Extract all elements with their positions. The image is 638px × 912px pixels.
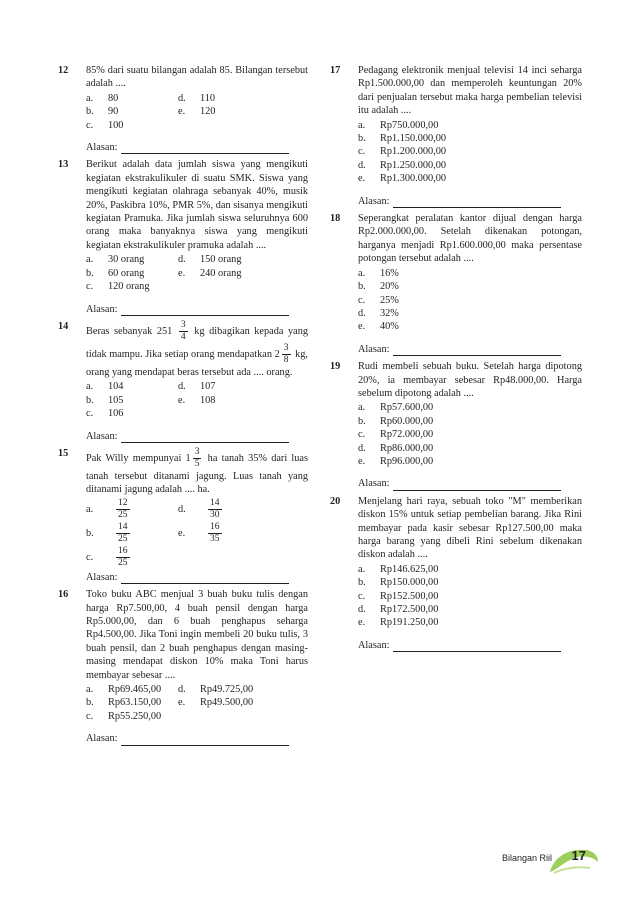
page-footer <box>470 846 600 874</box>
options <box>358 563 582 630</box>
option-e: e. Rp49.500,00 <box>178 697 254 709</box>
option-b: b. 20% <box>358 281 399 293</box>
option-e: e. 240 orang <box>178 267 242 279</box>
question-text: Pedagang elektronik menjual televisi 14 inci seharga Rp1.500.000,00 dan memperoleh keuntungan 20% dari penjualan tersebut maka harga pembelian televisi itu adalah .... <box>358 65 582 117</box>
option-a: a. Rp57.600,00 <box>358 402 434 414</box>
page-number: 17 <box>571 848 586 863</box>
chapter-title: Bilangan Riil <box>501 853 552 863</box>
option-d: d. $\frac{14}{30}$ <box>178 497 220 520</box>
options <box>358 119 582 186</box>
question-number: 20 <box>330 495 341 507</box>
question-20 <box>330 495 582 652</box>
question-text: Beras sebanyak 251 $\frac{3}{4}$ kg dibagikan kepada yang tidak mampu. Jika setiap orang mendapatkan 2 $\frac{3}{8}$ kg, orang yang mendapat beras tersebut ada .... orang. <box>86 319 309 378</box>
option-d: d. 110 <box>178 92 216 104</box>
option-e: e. Rp191.250,00 <box>358 617 439 629</box>
reason-field[interactable]: Alasan: <box>358 477 582 490</box>
option-c: c. $\frac{16}{25}$ <box>86 545 128 568</box>
option-b: b. 105 <box>86 394 124 406</box>
option-e: e. Rp96.000,00 <box>358 455 434 467</box>
mixed-number: 1 $\frac{3}{5}$ <box>185 446 200 469</box>
fraction: $\frac{3}{4}$ <box>180 319 186 342</box>
options <box>86 380 308 420</box>
option-c: c. Rp152.500,00 <box>358 590 439 602</box>
reason-field[interactable]: Alasan: <box>86 303 308 316</box>
options <box>86 498 308 569</box>
question-text: Seperangkat peralatan kantor dijual dengan harga Rp2.000.000,00. Setelah dikenakan potongan, harganya menjadi Rp1.600.000,00 maka persentase potongan tersebut adalah .... <box>358 213 582 265</box>
reason-field[interactable]: Alasan: <box>86 430 308 443</box>
option-e: e. 108 <box>178 394 216 406</box>
reason-field[interactable]: Alasan: <box>86 141 308 154</box>
question-14 <box>58 320 308 443</box>
option-c: c. Rp1.200.000,00 <box>358 146 447 158</box>
option-a: a. Rp146.625,00 <box>358 563 439 575</box>
option-d: d. Rp86.000,00 <box>358 442 434 454</box>
question-number: 12 <box>58 65 69 76</box>
question-19 <box>330 360 582 491</box>
option-c: c. Rp55.250,00 <box>86 710 162 722</box>
option-b: b. Rp63.150,00 <box>86 697 162 709</box>
right-column <box>330 64 582 656</box>
option-e: e. Rp1.300.000,00 <box>358 173 447 185</box>
option-a: a. $\frac{12}{25}$ <box>86 497 128 520</box>
question-number: 13 <box>58 159 69 171</box>
option-c: c. 25% <box>358 294 399 306</box>
option-c: c. 106 <box>86 408 124 420</box>
question-text: 85% dari suatu bilangan adalah 85. Bilangan tersebut adalah .... <box>86 65 308 90</box>
question-number: 18 <box>330 213 341 225</box>
reason-field[interactable]: Alasan: <box>86 732 308 745</box>
option-d: d. 32% <box>358 307 399 319</box>
question-text: Menjelang hari raya, sebuah toko "M" memberikan diskon 15% untuk setiap pembelian barang. Jika Rini membayar pada kasir sebesar Rp127.500,00 maka harga barang yang dibeli Rini sebelum dikenakan diskon adalah .... <box>358 495 582 561</box>
option-b: b. Rp150.000,00 <box>358 577 439 589</box>
option-b: b. Rp1.150.000,00 <box>358 133 447 145</box>
question-text: Berikut adalah data jumlah siswa yang mengikuti kegiatan ekstrakulikuler di suatu SMK. Siswa yang mengikuti kegiatan olahraga sebanyak 40%, musik 20%, Paskibra 10%, PMR 5%, dan sisanya mengikuti kegiatan Pramuka. Jika jumlah siswa seluruhnya 600 orang maka banyaknya siswa yang mengikuti kegiatan ekstrakulikuler pramuka adalah .... <box>86 159 308 251</box>
option-a: a. Rp69.465,00 <box>86 684 162 695</box>
options <box>358 401 582 468</box>
question-number: 16 <box>58 589 69 601</box>
question-17 <box>330 64 582 208</box>
reason-field[interactable]: Alasan: <box>358 195 582 208</box>
option-d: d. 150 orang <box>178 254 242 266</box>
option-e: e. 120 <box>178 106 216 118</box>
option-a: a. 80 <box>86 92 119 104</box>
option-a: a. 30 orang <box>86 254 145 266</box>
left-column <box>58 64 308 750</box>
question-15 <box>58 447 308 584</box>
option-b: b. 90 <box>86 106 119 118</box>
option-a: a. Rp750.000,00 <box>358 119 439 131</box>
question-text: Pak Willy mempunyai 1 $\frac{3}{5}$ ha tanah 35% dari luas tanah tersebut ditanami jagung. Luas tanah yang ditanami jagung adalah .... ha. <box>86 446 308 496</box>
reason-field[interactable]: Alasan: <box>86 571 308 584</box>
options <box>86 92 308 132</box>
question-13 <box>58 158 308 315</box>
mixed-number: 2 $\frac{3}{8}$ <box>274 342 289 365</box>
option-b: b. 60 orang <box>86 267 145 279</box>
option-e: e. 40% <box>358 321 399 333</box>
question-number: 19 <box>330 361 341 373</box>
option-b: b. Rp60.000,00 <box>358 415 434 427</box>
question-number: 17 <box>330 65 341 76</box>
option-a: a. 16% <box>358 267 399 279</box>
question-number: 15 <box>58 447 69 459</box>
option-a: a. 104 <box>86 381 124 393</box>
reason-field[interactable]: Alasan: <box>358 343 582 356</box>
option-b: b. $\frac{14}{25}$ <box>86 521 128 544</box>
question-16 <box>58 588 308 745</box>
question-12 <box>58 64 308 154</box>
option-c: c. 120 orang <box>86 281 150 293</box>
question-number: 14 <box>58 320 69 332</box>
option-c: c. 100 <box>86 119 124 131</box>
option-d: d. Rp172.500,00 <box>358 604 439 616</box>
option-c: c. Rp72.000,00 <box>358 429 434 441</box>
question-text: Toko buku ABC menjual 3 buah buku tulis dengan harga Rp7.500,00, 4 buah pensil dengan harga Rp5.000,00, dan 6 buah penghapus seharga Rp4.500,00. Jika Toni ingin membeli 20 buku tulis, 3 buah pensil, dan 2 buah penghapus dengan masing-masing mendapat diskon 10% maka Toni harus membayar sebesar .... <box>86 589 308 681</box>
options <box>358 267 582 334</box>
reason-field[interactable]: Alasan: <box>358 639 582 652</box>
option-e: e. $\frac{16}{35}$ <box>178 521 220 544</box>
question-18 <box>330 212 582 356</box>
option-d: d. Rp49.725,00 <box>178 684 254 695</box>
options <box>86 253 308 293</box>
option-d: d. Rp1.250.000,00 <box>358 159 447 171</box>
option-d: d. 107 <box>178 381 216 393</box>
question-text: Rudi membeli sebuah buku. Setelah harga dipotong 20%, ia membayar sebesar Rp48.000,00. Harga sebelum dipotong adalah .... <box>358 361 582 399</box>
options <box>86 683 308 723</box>
